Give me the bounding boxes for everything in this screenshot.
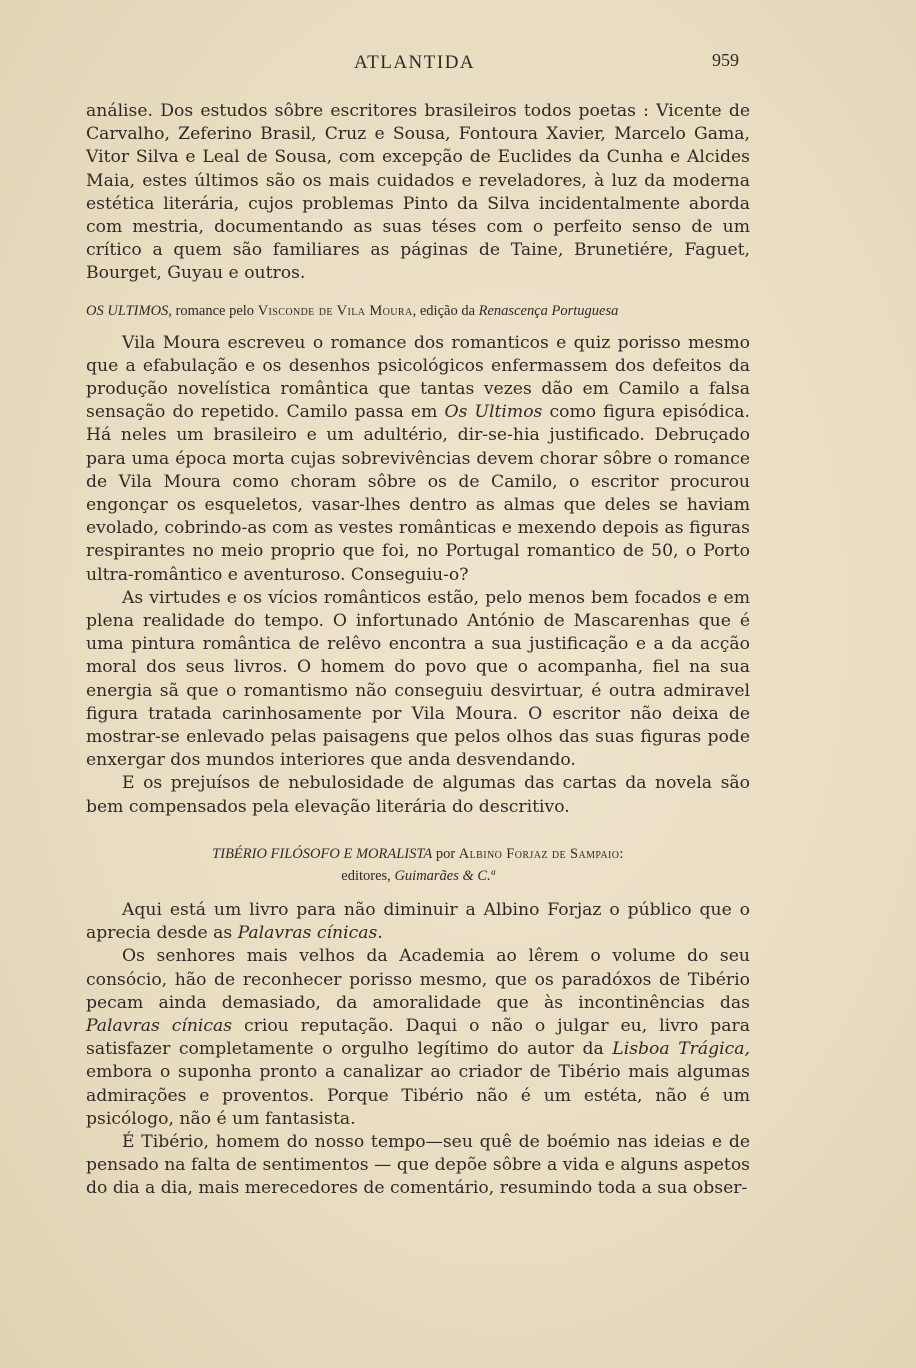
review2-paragraph-1 — [86, 899, 750, 945]
paragraph-text: Aqui está um livro para não diminuir a Albino Forjaz o público que o aprecia desde as — [86, 899, 750, 944]
heading-text: romance pelo — [171, 302, 258, 319]
paragraph-text: embora o suponha pronto a canalizar ao criador de Tibério mais algumas admirações e proventos. Porque Tibério não é um estéta, não é um psicólogo, não é um fantasista. — [86, 1062, 750, 1129]
body-text — [86, 100, 750, 1201]
italic-text: Os Ultimos — [444, 402, 543, 423]
page-header — [0, 50, 916, 80]
running-title: ATLANTIDA — [354, 52, 476, 73]
review1-paragraph-2: As virtudes e os vícios românticos estão, pelo menos bem focados e em plena realidade do tempo. O infortunado António de Mascarenhas que é uma pintura romântica de relêvo encontra a sua justificação e a da acção moral dos seus livros. O homem do povo que o acompanha, fiel na sua energia sã que o romantismo não conseguiu desvirtuar, é outra admiravel figura tratada carinhosamente por Vila Moura. O escritor não deixa de mostrar-se enlevado pelas paisagens que pelos olhos das suas figuras pode enxergar dos mundos interiores que anda desvendando. — [86, 587, 750, 771]
opening-paragraph: análise. Dos estudos sôbre escritores brasileiros todos poetas : Vicente de Carvalho, Zeferino Brasil, Cruz e Sousa, Fontoura Xavier, Marcelo Gama, Vitor Silva e Leal de Sousa, com excepção de Euclides da Cunha e Alcides Maia, estes últimos são os mais cuidados e reveladores, à luz da moderna estética literária, cujos problemas Pinto da Silva incidentalmente aborda com mestria, documentando as suas téses com o perfeito senso de um crítico a quem são familiares as páginas de Taine, Brunetiére, Faguet, Bourget, Guyau e outros. — [86, 101, 750, 284]
book-author: Albino Forjaz de Sampaio: — [458, 845, 624, 862]
book-publisher: Renascença Portuguesa — [478, 302, 619, 319]
paragraph-text: como figura episódica. Há neles um brasileiro e um adultério, dir-se-hia justificado. Debruçado para uma época morta cujas sobrevivências devem chorar sôbre o romance de Vila Moura como choram sôbre os de Camilo, o escritor procurou engonçar os esqueletos, vasar-lhes dentro as almas que deles se haviam evolado, cobrindo-as com as vestes românticas e mexendo depois as figuras respirantes no meio proprio que foi, no Portugal romantico de 50, o Porto ultra-romântico e aventuroso. Conseguiu-o? — [86, 402, 750, 585]
italic-text: Lisboa Trágica, — [612, 1039, 750, 1060]
paragraph-text: Os senhores mais velhos da Academia ao lêrem o volume do seu consócio, hão de reconhecer porisso mesmo, que os paradóxos de Tibério pecam ainda demasiado, da amoralidade que às incontinências das — [86, 946, 750, 1013]
italic-text: Palavras cínicas. — [237, 923, 383, 944]
italic-text: Palavras cínicas — [86, 1015, 233, 1036]
review2-paragraph-2 — [86, 945, 750, 1131]
heading-text: por — [432, 845, 459, 862]
paragraph-text: Vila Moura escreveu o romance dos romanticos e quiz porisso mesmo que a efabulação e os desenhos psicológicos enfermassem dos defeitos da produção novelística romântica que tantas vezes dão em Camilo a falsa sensação do repetido. Camilo passa em — [86, 332, 750, 423]
heading-text: editores, — [341, 867, 395, 884]
page-number: 959 — [712, 50, 739, 70]
review2-paragraph-3: É Tibério, homem do nosso tempo—seu quê de boémio nas ideias e de pensado na falta de sentimentos — que depõe sôbre a vida e alguns aspetos do dia a dia, mais merecedores de comentário, resumindo toda a sua obser- — [86, 1131, 750, 1199]
book-author: Visconde de Vila Moura — [257, 302, 413, 319]
book-publisher: Guimarães & C.ª — [394, 867, 495, 884]
review1-paragraph-1 — [86, 332, 750, 587]
review-heading-tiberio — [86, 843, 750, 887]
paragraph-text: criou reputação. Daqui o não o julgar eu, livro para satisfazer completamente o orgulho legítimo do autor da — [86, 1015, 750, 1060]
book-title: OS ULTIMOS, — [86, 302, 172, 319]
review1-paragraph-3: E os prejuísos de nebulosidade de algumas das cartas da novela são bem compensados pela elevação literária do descritivo. — [86, 773, 750, 817]
review-heading-os-ultimos — [86, 300, 750, 322]
heading-text: , edição da — [412, 302, 479, 319]
book-title: TIBÉRIO FILÓSOFO E MORALISTA — [212, 845, 433, 862]
